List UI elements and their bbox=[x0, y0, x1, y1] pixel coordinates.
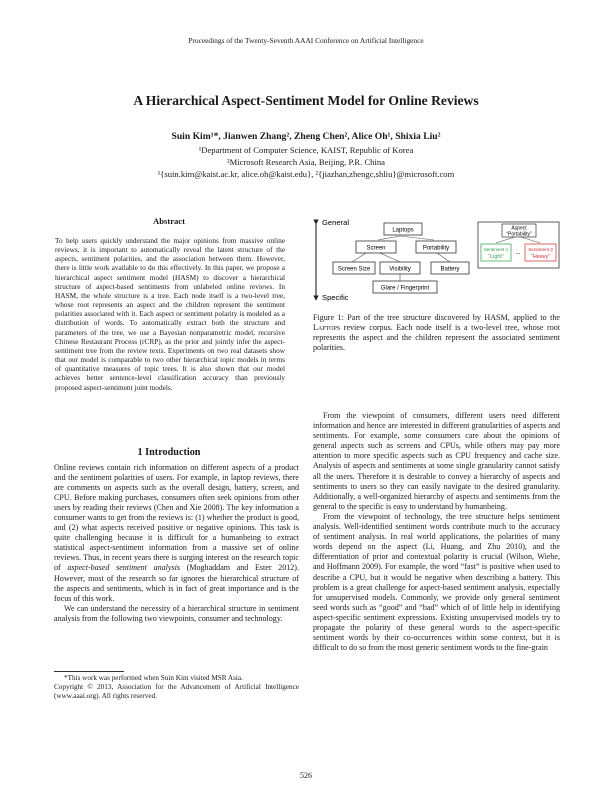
author-list: Suin Kim¹*, Jianwen Zhang², Zheng Chen², Alice Oh¹, Shixia Liu² bbox=[171, 131, 441, 142]
right-column-body bbox=[313, 411, 560, 653]
node-structure-legend bbox=[478, 222, 559, 268]
introduction-body bbox=[54, 463, 299, 624]
svg-text:Screen Size: Screen Size bbox=[337, 266, 371, 273]
introduction-heading: 1 Introduction bbox=[137, 447, 201, 458]
legend-ellipsis: ... bbox=[515, 250, 521, 256]
affiliation-msra: ²Microsoft Research Asia, Beijing, P.R. China bbox=[227, 157, 385, 167]
footnote-msr: *This work was performed when Suin Kim visited MSR Asia. bbox=[64, 674, 243, 682]
abstract-heading: Abstract bbox=[153, 216, 185, 226]
intro-paragraph-2: We can understand the necessity of a hierarchical structure in sentiment analysis from the following two viewpoints, consumer and technology. bbox=[54, 603, 299, 623]
svg-text:Laptops: Laptops bbox=[392, 227, 414, 234]
page-number: 526 bbox=[300, 771, 312, 780]
legend-sentiment-1-example: “Light” bbox=[488, 254, 504, 260]
footnote bbox=[54, 674, 299, 702]
tree-node-glare-fingerprint bbox=[373, 281, 437, 293]
tree-node-screen-size bbox=[333, 262, 375, 274]
legend-sentiment-1-label: Sentiment 1 bbox=[483, 247, 509, 252]
legend-aspect-example: “Portability” bbox=[506, 231, 532, 238]
figure-1-caption: Figure 1: Part of the tree structure discovered by HASM, applied to the Laptops review corpus. Each node itself is a two-level tree, whose root represents the aspect and the children represent the associated sentiment polarities. bbox=[313, 313, 560, 353]
tree-node-battery bbox=[431, 262, 469, 274]
emphasis-aspect-based: aspect-based sentiment analysis bbox=[67, 563, 180, 573]
figure-1-tree-diagram bbox=[312, 214, 562, 306]
axis-label-specific: Specific bbox=[322, 293, 349, 302]
svg-text:Battery: Battery bbox=[440, 266, 460, 273]
svg-text:Screen: Screen bbox=[366, 245, 386, 252]
svg-text:Glare / Fingerprint: Glare / Fingerprint bbox=[380, 285, 430, 292]
corpus-name: Laptops bbox=[313, 323, 341, 333]
tree-node-portability bbox=[416, 241, 456, 253]
svg-text:Visibility: Visibility bbox=[389, 266, 411, 273]
proceedings-header: Proceedings of the Twenty-Seventh AAAI Conference on Artificial Intelligence bbox=[188, 36, 424, 45]
technology-viewpoint-paragraph: From the viewpoint of technology, the tree structure helps sentiment analysis. Well-identified sentiment words contribute much to the accuracy of sentiment analysis. In real world applications, the polarities of many words depend on the aspect (Li, Huang, and Zhu 2010), and the differentiation of prior and contextual polarity is crucial (Wilson, Wiebe, and Hoffmann 2009). For example, the word “fast” is positive when used to describe a CPU, but it would be negative when describing a battery. This problem is a great challenge for aspect-based sentiment analysis, especially for unsupervised models. Commonly, we provide only general sentiment seed words such as “good” and “bad” which of of little help in identifying aspect-specific sentiment expressions. Existing unsupervised models try to propagate the polarity of these general words to the aspect-specific sentiment words by their co-occurrences within some context, but it is difficult to do so from the most generic sentiment words to the fine-grain bbox=[313, 511, 560, 653]
author-emails: ¹{suin.kim@kaist.ac.kr, alice.oh@kaist.edu}, ²{jiazhan,zhengc,shliu}@microsoft.com bbox=[157, 169, 455, 179]
affiliation-kaist: ¹Department of Computer Science, KAIST, Republic of Korea bbox=[198, 145, 414, 155]
legend-sentiment-3-example: “Heavy” bbox=[531, 254, 550, 260]
legend-aspect-label: Aspect bbox=[511, 225, 527, 232]
svg-text:Portability: Portability bbox=[422, 245, 450, 252]
general-specific-axis bbox=[316, 218, 349, 302]
tree-node-screen bbox=[356, 241, 396, 253]
tree-node-laptops bbox=[384, 223, 422, 235]
consumer-viewpoint-paragraph: From the viewpoint of consumers, different users need different information and hence are interested in different granularities of aspects and sentiments. For example, some consumers care about the opinions of general aspects such as screens and CPUs, while others may pay more attention to more specific aspects such as CPU frequency and cache size. Analysis of aspects and sentiments at some single granularity cannot satisfy all the users. Therefore it is desirable to convey a hierarchy of aspects and sentiments to users so they can easily navigate to the desired granularity. Additionally, a well-organized hierarchy of aspects and sentiments from the general to the specific is easy to understand by humanbeing. bbox=[313, 411, 560, 511]
axis-label-general: General bbox=[322, 218, 350, 227]
footnote-rule bbox=[54, 671, 124, 672]
paper-title: A Hierarchical Aspect-Sentiment Model for Online Reviews bbox=[133, 93, 479, 108]
intro-paragraph-1: Online reviews contain rich information on different aspects of a product and the sentiment polarities of users. For example, in laptop reviews, there are comments on aspects such as the overall design, battery, screen, and CPU. Before making purchases, consumers often seek opinions from other users by reading their reviews (Chen and Xie 2008). The key information a consumer wants to get from the reviews is: (1) whether the product is good, and (2) what aspects received positive or negative opinions. This task is quite challenging because it is difficult for a humanbeing to extract statistical aspect-sentiment information from a massive set of online reviews. Thus, in recent years there is surging interest on the research topic of aspect-based sentiment analysis (Moghaddam and Ester 2012). However, most of the research so far ignores the hierarchical structure of the aspects and sentiments, which is in fact of great importance and is the focus of this work. bbox=[54, 463, 300, 603]
legend-sentiment-3-label: Sentiment 3 bbox=[528, 247, 553, 252]
tree-node-visibility bbox=[380, 262, 420, 274]
footnote-copyright: Copyright © 2013, Association for the Advancement of Artificial Intelligence (www.aaai.org). All rights reserved. bbox=[54, 683, 299, 701]
abstract-text: To help users quickly understand the major opinions from massive online reviews, it is important to automatically reveal the latent structure of the aspects, sentiment polarities, and the association between them. However, there is little work available to do this effectively. In this paper, we propose a hierarchical aspect sentiment model (HASM) to discover a hierarchical structure of aspect-based sentiments from unlabeled online reviews. In HASM, the whole structure is a tree. Each node itself is a two-level tree, whose root represents an aspect and the children represent the sentiment polarities associated with it. Each aspect or sentiment polarity is modeled as a distribution of words. To automatically extract both the structure and parameters of the tree, we use a Bayesian nonparametric model, recursive Chinese Restaurant Process (rCRP), as the prior and jointly infer the aspect-sentiment tree from the review texts. Experiments on two real datasets show that our model is comparable to two other hierarchical topic models in terms of quantitative measures of topic trees. It is also shown that our model achieves better sentence-level classification accuracy than previously proposed aspect-sentiment joint models. bbox=[55, 236, 285, 392]
